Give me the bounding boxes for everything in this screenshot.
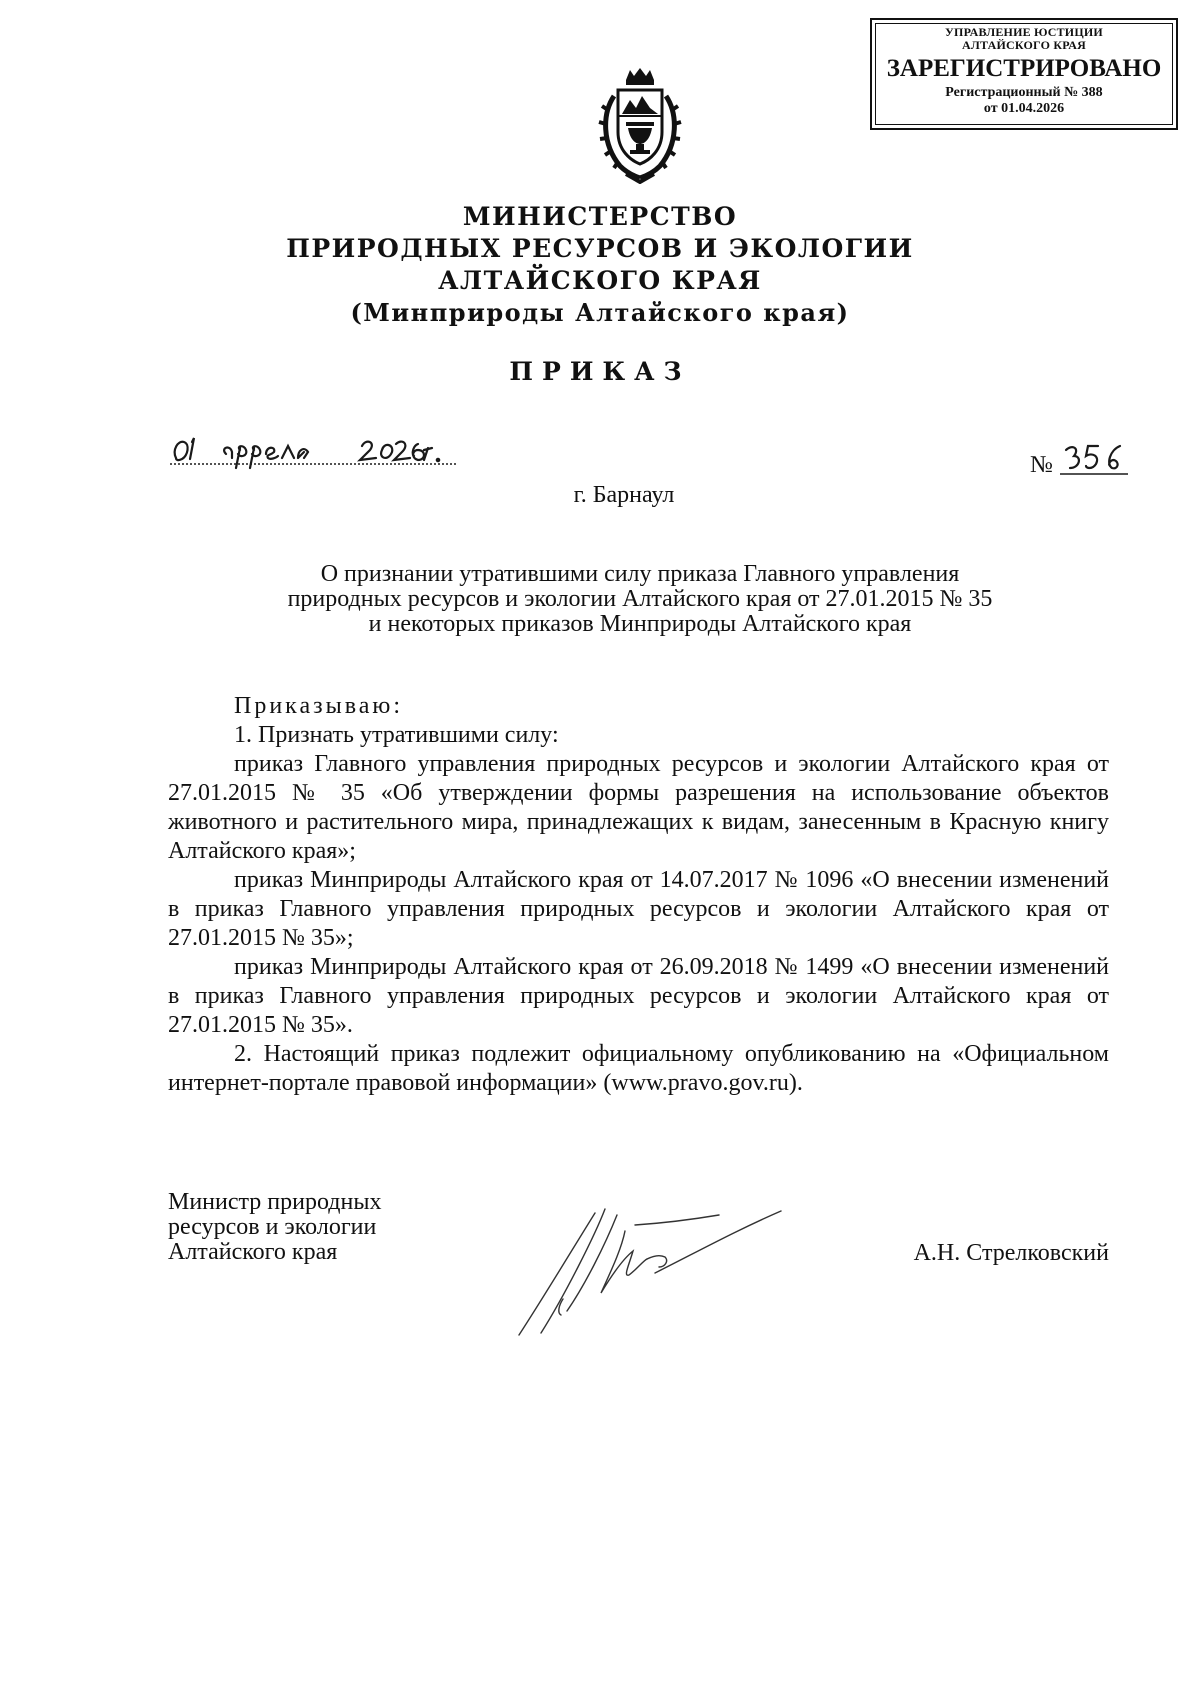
altai-krai-coat-of-arms-icon [596,66,684,184]
stamp-status: ЗАРЕГИСТРИРОВАНО [886,55,1162,82]
document-type: ПРИКАЗ [509,357,691,386]
title-line1: О признании утратившими силу приказа Главного управления [320,561,960,587]
ministry-name-line3: АЛТАЙСКОГО КРАЯ [438,266,762,295]
city: г. Барнаул [573,482,675,508]
stamp-date: от 01.04.2026 [983,101,1065,116]
document-title [200,562,1080,637]
title-line3: и некоторых приказов Минприроды Алтайского края [368,611,912,637]
repealed-order-1: приказ Главного управления природных ресурсов и экологии Алтайского края от 27.01.2015 № 35 «Об утверждении формы разрешения на использование объектов животного и растительного мира, принадлежащих к видам, занесенным в Красную книгу Алтайского края»; [168,751,1109,864]
preamble: Приказываю: [234,693,403,719]
ministry-short-name: (Минприроды Алтайского края) [350,298,850,327]
handwritten-date-icon [170,428,480,472]
handwritten-signature-icon [505,1195,785,1345]
stamp-inner-frame [875,23,1173,125]
item-2: 2. Настоящий приказ подлежит официальному опубликованию на «Официальном интернет-портале правовой информации» (www.pravo.gov.ru). [168,1041,1109,1096]
document-body [168,692,1109,1098]
handwritten-number-icon [1060,440,1132,480]
number-label: № [1030,452,1053,478]
signer-title-line2: ресурсов и экологии [168,1214,377,1240]
item-1: 1. Признать утратившими силу: [234,722,559,748]
stamp-authority-line1: УПРАВЛЕНИЕ ЮСТИЦИИ [945,25,1103,39]
ministry-name-line1: МИНИСТЕРСТВО [462,202,738,231]
signer-title [168,1190,381,1265]
stamp-authority-line2: АЛТАЙСКОГО КРАЯ [962,38,1086,52]
ministry-name-line2: ПРИРОДНЫХ РЕСУРСОВ И ЭКОЛОГИИ [286,234,914,263]
signer-title-line1: Министр природных [168,1189,382,1215]
signer-name: А.Н. Стрелковский [913,1240,1109,1266]
stamp-registration-number: Регистрационный № 388 [945,85,1103,100]
repealed-order-2: приказ Минприроды Алтайского края от 14.07.2017 № 1096 «О внесении изменений в приказ Главного управления природных ресурсов и экологии Алтайского края от 27.01.2015 № 35»; [168,867,1109,951]
title-line2: природных ресурсов и экологии Алтайского края от 27.01.2015 № 35 [287,586,993,612]
signer-title-line3: Алтайского края [168,1239,338,1265]
registration-stamp [870,18,1178,130]
repealed-order-3: приказ Минприроды Алтайского края от 26.09.2018 № 1499 «О внесении изменений в приказ Главного управления природных ресурсов и экологии Алтайского края от 27.01.2015 № 35». [168,954,1109,1038]
